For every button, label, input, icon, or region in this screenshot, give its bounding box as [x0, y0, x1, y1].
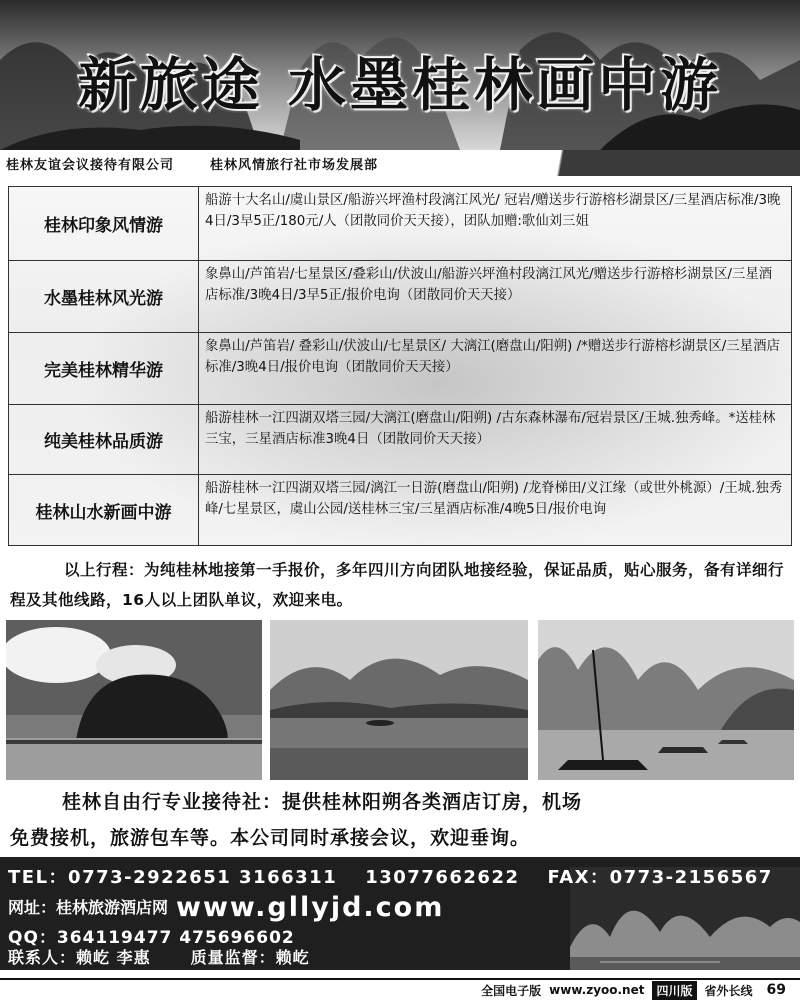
promo-text — [10, 784, 790, 856]
route-row — [9, 261, 791, 333]
page-title: 新旅途 水墨桂林画中游 — [77, 51, 723, 119]
routes-table — [8, 186, 792, 546]
company-right: 桂林风情旅行社市场发展部 — [210, 157, 379, 173]
route-desc: 船游桂林一江四湖双塔三园/漓江一日游(磨盘山/阳朔) /龙脊梯田/义江缘（或世外桃源）/王城.独秀峰/七星景区，虞山公园/送桂林三宝/三星酒店标准/4晚5日/报价电询 — [205, 481, 783, 517]
qq-label: QQ： — [8, 928, 57, 948]
mobile-number: 13077662622 — [365, 867, 520, 888]
footer-section: 省外长线 — [704, 983, 753, 998]
route-desc: 船游十大名山/虞山景区/船游兴坪渔村段漓江风光/ 冠岩/赠送步行游榕杉湖景区/三星酒店标准/3晚4日/3早5正/180元/人（团散同价天天接），团队加赠:歌仙刘三姐 — [205, 193, 781, 229]
route-row — [9, 333, 791, 405]
fax-label: FAX： — [547, 867, 610, 888]
supervisor-label: 质量监督： — [190, 948, 276, 967]
route-desc: 象鼻山/芦笛岩/七星景区/叠彩山/伏波山/船游兴坪渔村段漓江风光/赠送步行游榕杉湖景区/三星酒店标准/3晚4日/3早5正/报价电询（团散同价天天接） — [205, 267, 773, 303]
photo-misty-river — [270, 620, 528, 780]
qq-numbers: 364119477 475696602 — [56, 928, 295, 948]
route-desc: 船游桂林一江四湖双塔三园/大漓江(磨盘山/阳朔) /古东森林瀑布/冠岩景区/王城.独秀峰。*送桂林三宝，三星酒店标准3晚4日（团散同价天天接） — [205, 411, 776, 447]
route-row — [9, 187, 791, 261]
web-name: 桂林旅游酒店网 — [56, 898, 169, 917]
tel-label: TEL： — [8, 867, 69, 888]
fax-number: 0773-2156567 — [609, 867, 773, 888]
company-left: 桂林友谊会议接待有限公司 — [6, 157, 175, 173]
footer-site-link[interactable]: www.zyoo.net — [549, 983, 645, 997]
route-row — [9, 405, 791, 475]
page-number: 69 — [766, 982, 786, 998]
route-name: 桂林山水新画中游 — [9, 475, 199, 545]
header-banner — [0, 0, 800, 150]
photo-river-boats — [538, 620, 794, 780]
promo-line-1: 桂林自由行专业接待社：提供桂林阳朔各类酒店订房，机场 — [62, 791, 583, 813]
phone-line — [8, 863, 773, 889]
promo-line-2: 免费接机，旅游包车等。本公司同时承接会议，欢迎垂询。 — [10, 827, 531, 849]
company-bar — [0, 150, 800, 176]
route-row — [9, 475, 791, 545]
bar-corner-decoration — [540, 150, 800, 176]
contact-block — [0, 857, 800, 970]
person-label: 联系人： — [8, 948, 77, 967]
page-footer — [0, 978, 800, 1000]
website-line — [8, 892, 444, 923]
footer-badge: 四川版 — [652, 981, 696, 1000]
photo-elephant-hill — [6, 620, 262, 780]
web-label: 网址： — [8, 898, 57, 917]
route-name: 桂林印象风情游 — [9, 187, 199, 260]
photo-strip — [0, 620, 800, 780]
route-name: 纯美桂林品质游 — [9, 405, 199, 474]
contact-person-line — [8, 945, 310, 968]
notice-text: 以上行程：为纯桂林地接第一手报价，多年四川方向团队地接经验，保证品质，贴心服务，备有详细行程及其他线路，16人以上团队单议，欢迎来电。 — [10, 561, 785, 609]
footer-edition: 全国电子版 — [481, 983, 542, 998]
person-names: 赖屹 李惠 — [76, 948, 151, 967]
route-name: 完美桂林精华游 — [9, 333, 199, 404]
tel-numbers: 0773-2922651 3166311 — [68, 867, 338, 888]
website-link[interactable]: www.gllyjd.com — [176, 892, 445, 923]
route-desc: 象鼻山/芦笛岩/ 叠彩山/伏波山/七星景区/ 大漓江(磨盘山/阳朔) /*赠送步行游榕杉湖景区/三星酒店标准/3晚4日/报价电询（团散同价天天接） — [205, 339, 780, 375]
route-name: 水墨桂林风光游 — [9, 261, 199, 332]
supervisor-name: 赖屹 — [275, 948, 310, 967]
